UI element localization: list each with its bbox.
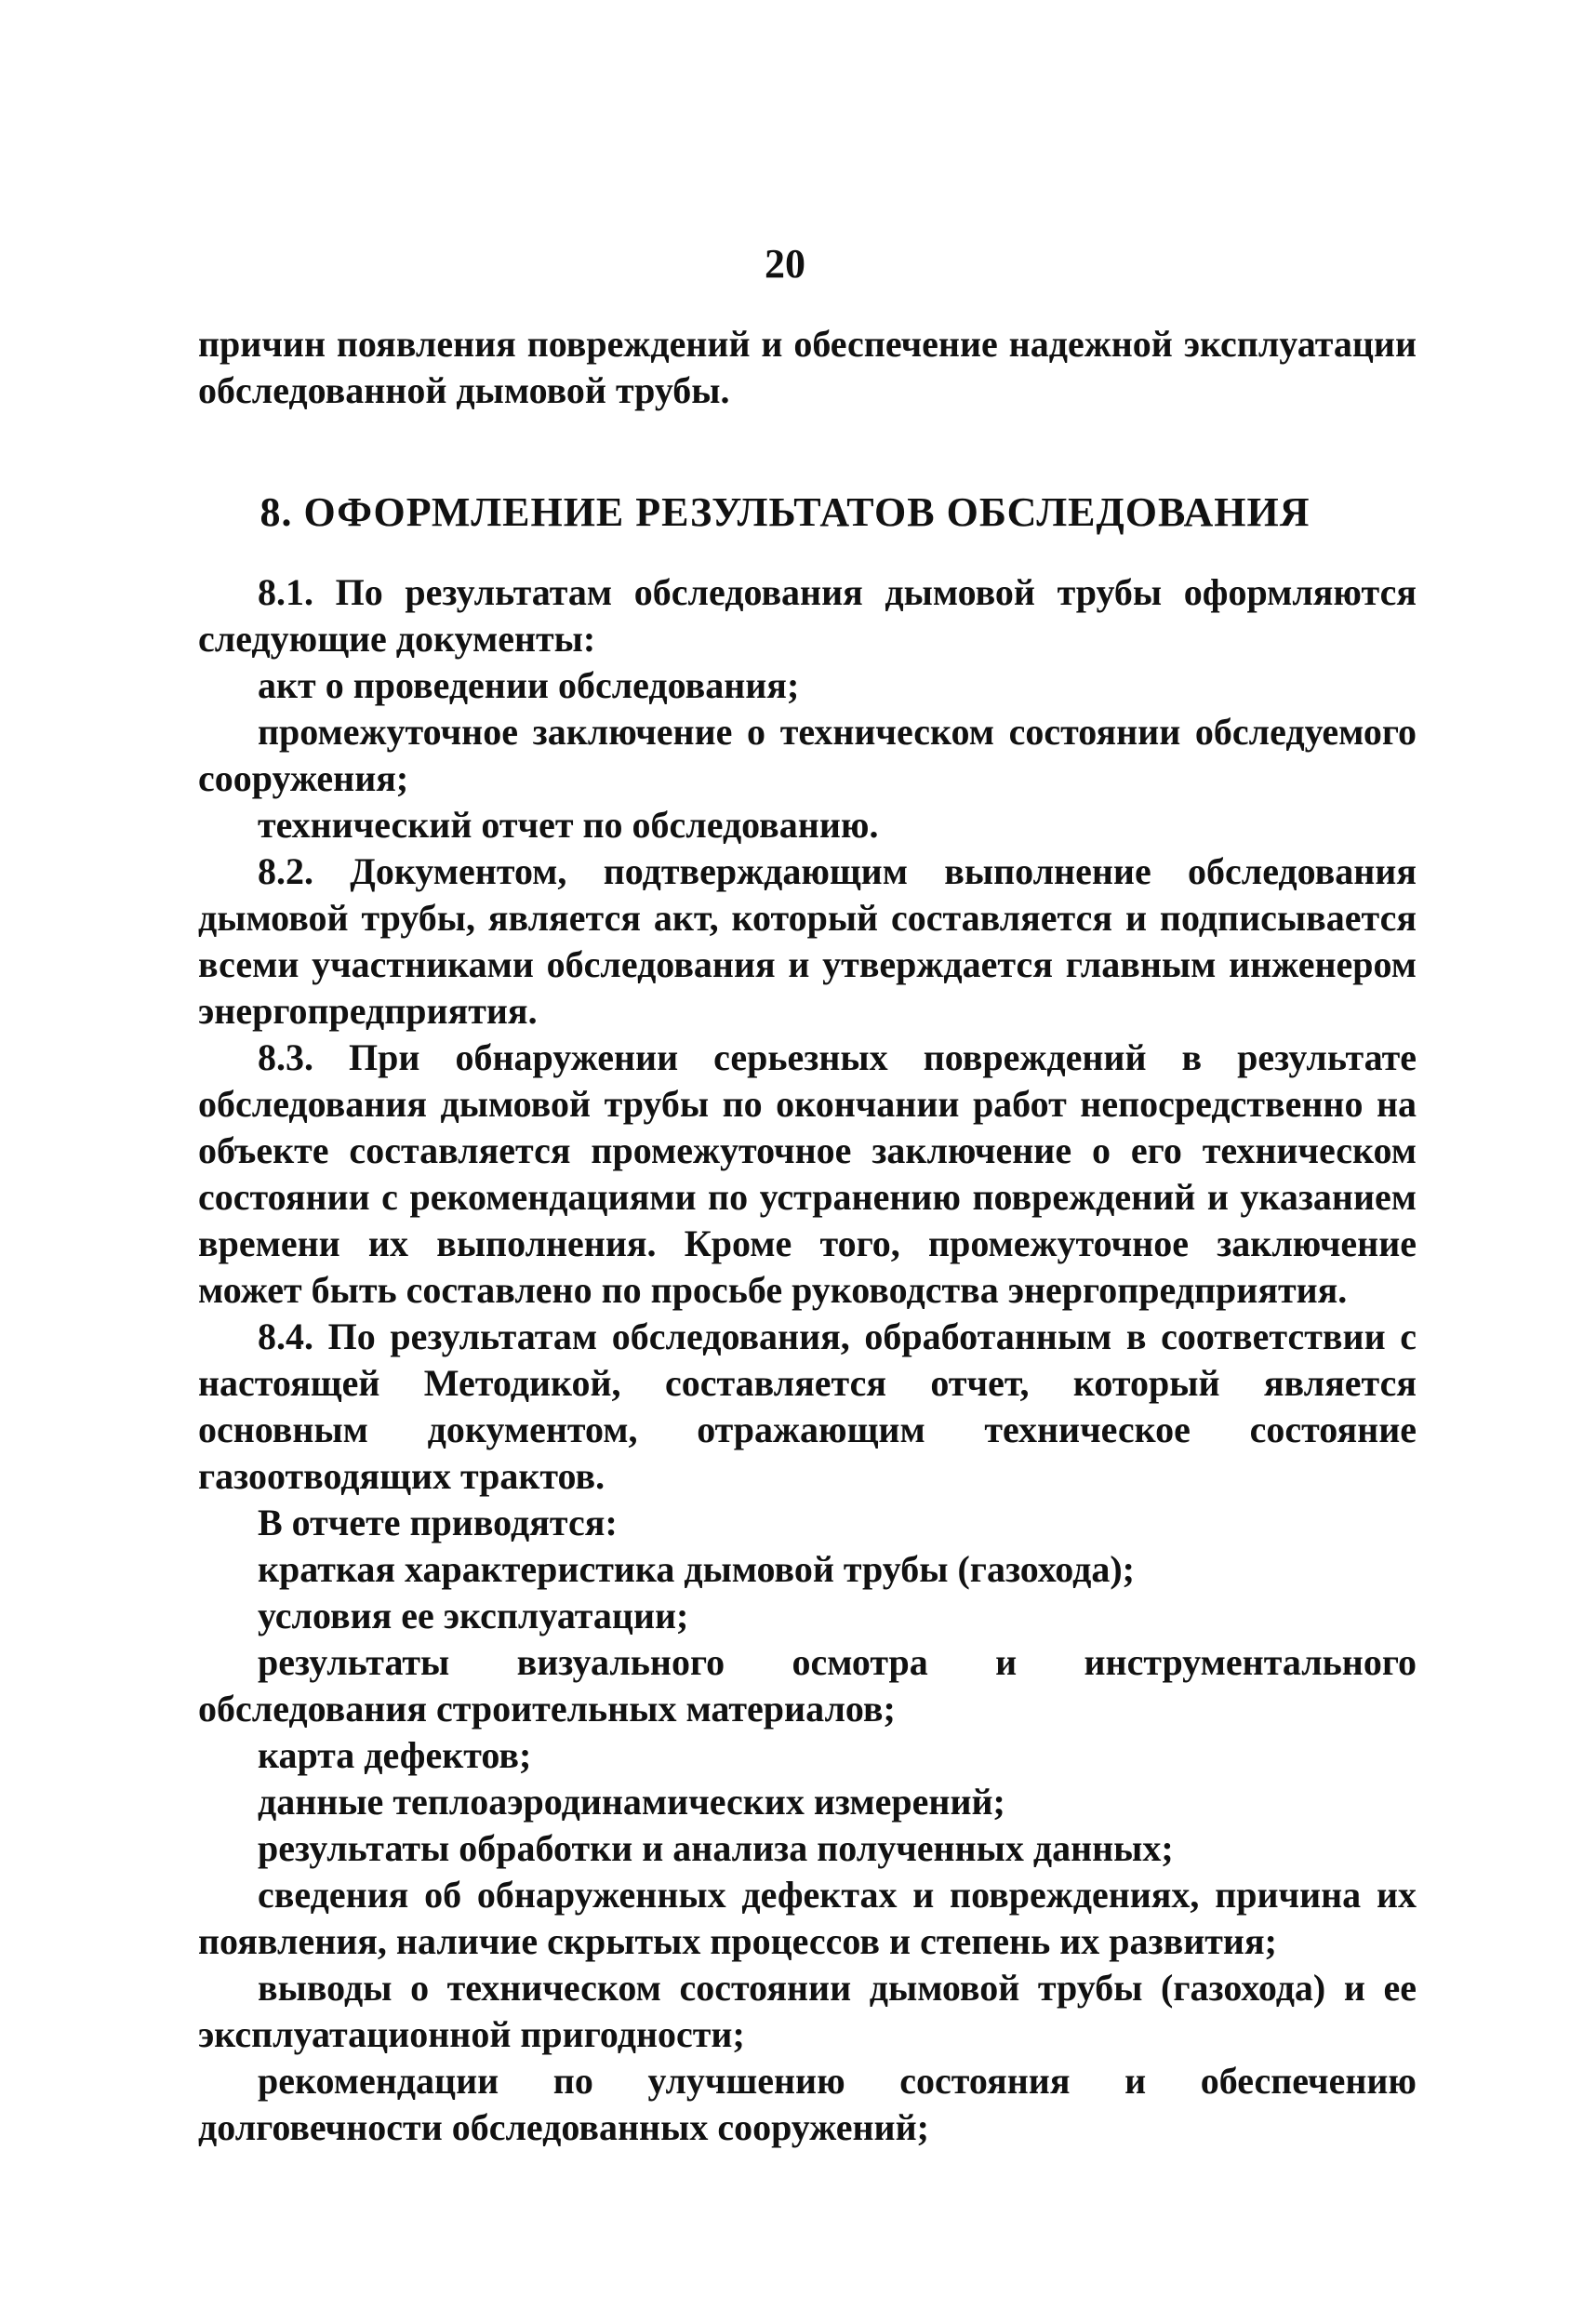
list-item: выводы о техническом состоянии дымовой трубы (газохода) и ее эксплуатационной пригодности;: [198, 1967, 1417, 2055]
list-item: сведения об обнаруженных дефектах и повреждениях, причина их появления, наличие скрытых процессов и степень их развития;: [198, 1874, 1417, 1962]
list-item: карта дефектов;: [258, 1734, 532, 1776]
list-item: промежуточное заключение о техническом состоянии обследуемого сооружения;: [198, 711, 1417, 799]
list-item: данные теплоаэродинамических измерений;: [258, 1781, 1005, 1823]
section-body: [198, 569, 1417, 2151]
list-item: технический отчет по обследованию.: [258, 804, 879, 846]
clause-8-3: 8.3. При обнаружении серьезных повреждений в результате обследования дымовой трубы по окончании работ непосредственно на объекте составляется промежуточное заключение о его техническом состоянии с рекомендациями по устранению повреждений и указанием времени их выполнения. Кроме того, промежуточное заключение может быть составлено по просьбе руководства энергопредприятия.: [198, 1036, 1417, 1311]
intro-text: причин появления повреждений и обеспечение надежной эксплуатации обследованной дымовой трубы.: [198, 323, 1417, 411]
list-item: рекомендации по улучшению состояния и обеспечению долговечности обследованных сооружений;: [198, 2060, 1417, 2148]
clause-8-4: 8.4. По результатам обследования, обработанным в соответствии с настоящей Методикой, составляется отчет, который является основным документом, отражающим техническое состояние газоотводящих трактов.: [198, 1316, 1417, 1497]
section-heading: 8. ОФОРМЛЕНИЕ РЕЗУЛЬТАТОВ ОБСЛЕДОВАНИЯ: [259, 489, 1311, 535]
list-item: результаты обработки и анализа полученных данных;: [258, 1827, 1174, 1869]
list-item: краткая характеристика дымовой трубы (газохода);: [258, 1548, 1135, 1590]
list-item: акт о проведении обследования;: [258, 664, 800, 706]
intro-paragraph: [198, 321, 1417, 414]
page-number: 20: [765, 241, 805, 287]
clause-8-1: 8.1. По результатам обследования дымовой трубы оформляются следующие документы:: [198, 571, 1417, 660]
list-item: условия ее эксплуатации;: [258, 1595, 689, 1636]
clause-8-2: 8.2. Документом, подтверждающим выполнение обследования дымовой трубы, является акт, который составляется и подписывается всеми участниками обследования и утверждается главным инженером энергопредприятия.: [198, 850, 1417, 1032]
list-item: результаты визуального осмотра и инструментального обследования строительных материалов;: [198, 1641, 1417, 1730]
report-intro: В отчете приводятся:: [258, 1502, 618, 1543]
